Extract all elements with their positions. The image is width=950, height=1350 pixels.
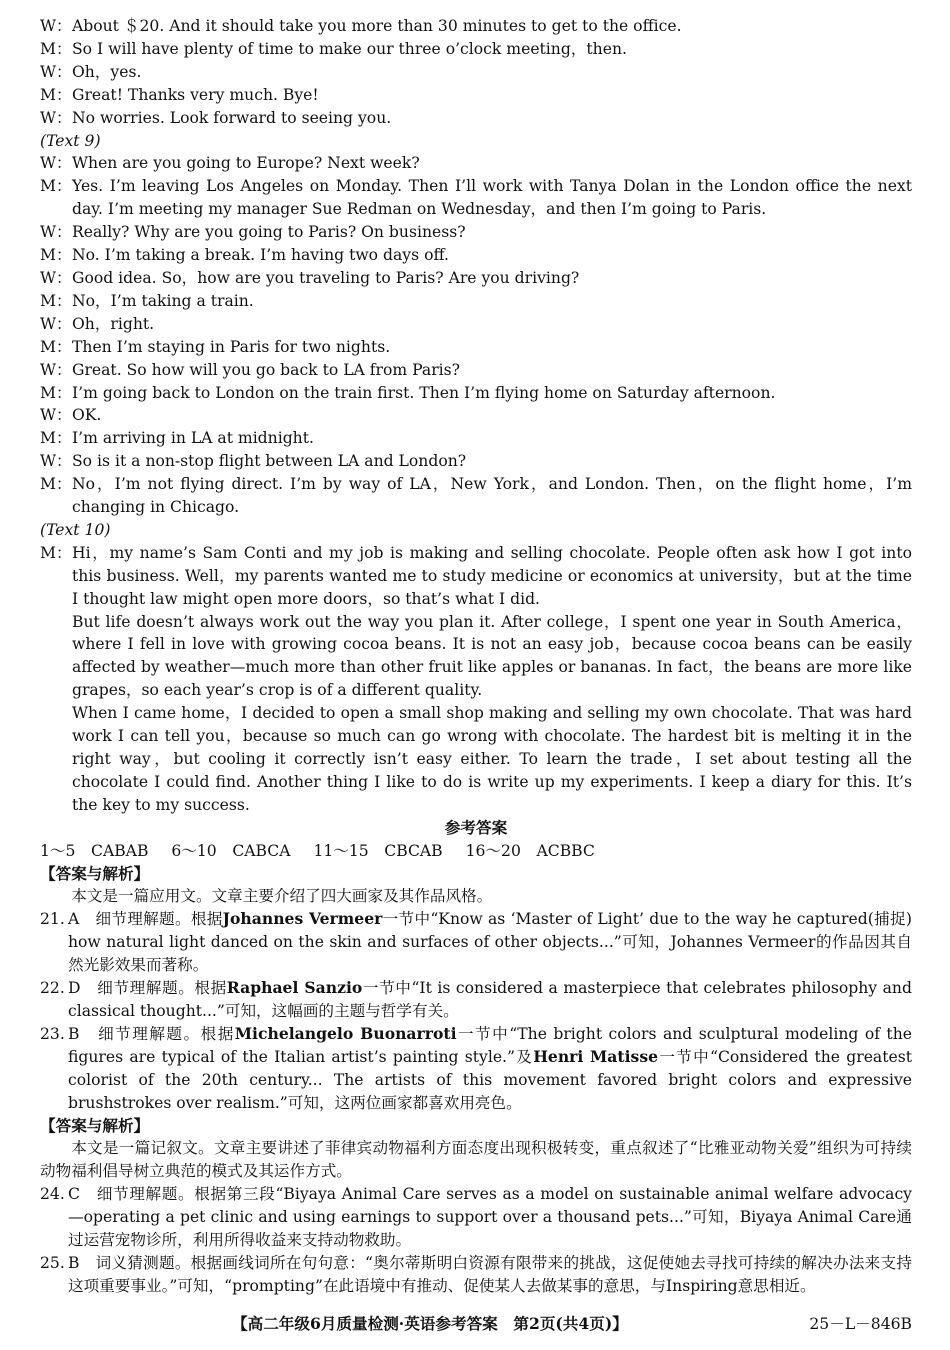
- painter-name: Henri Matisse: [533, 1046, 659, 1066]
- question-number: 21.: [40, 910, 65, 929]
- speaker-label: M：: [40, 383, 72, 402]
- answer-letter: B: [68, 1024, 80, 1043]
- text9-heading: (Text 9): [40, 131, 101, 150]
- speaker-label: W：: [40, 62, 72, 81]
- speaker-label: M：: [40, 429, 72, 448]
- explanation-body: 一节中“The bright colors and sculptural modeling of the figures are typical of the Italian artist’s painting style.”及: [68, 1024, 912, 1066]
- dialogue-line: [40, 427, 912, 450]
- dialogue-line: [40, 175, 912, 221]
- speaker-label: W：: [40, 452, 72, 471]
- dialogue-line: [40, 290, 912, 313]
- speaker-label: W：: [40, 17, 72, 35]
- paragraph-text: Hi，my name’s Sam Conti and my job is making and selling chocolate. People often ask how I got into this business. Well，my parents wanted me to study medicine or economics at university，but at the time I thought law might open more doors，so that’s what I did.: [72, 543, 912, 608]
- speaker-label: M：: [40, 291, 72, 310]
- explanation-text: [68, 1183, 912, 1252]
- dialogue-text: Then I’m staying in Paris for two nights.: [72, 337, 391, 356]
- dialogue-line: [40, 152, 912, 175]
- speaker-label: M：: [40, 177, 72, 196]
- answer-letter: C: [68, 1185, 80, 1204]
- answer-group: 16～20 ACBBC: [465, 841, 595, 860]
- dialogue-line: [40, 313, 912, 336]
- answer-group: 1～5 CABAB: [40, 841, 149, 860]
- question-explanation: [40, 1023, 912, 1115]
- explanation-prefix: 细节理解题。根据: [97, 979, 227, 998]
- footer-code: 25－L－846B: [809, 1315, 912, 1333]
- text8-tail: [40, 15, 912, 130]
- dialogue-text: OK.: [72, 406, 102, 425]
- dialogue-text: When are you going to Europe? Next week?: [72, 154, 420, 173]
- dialogue-line: [40, 84, 912, 107]
- speaker-label: W：: [40, 268, 72, 287]
- answer-letter: D: [68, 979, 81, 998]
- section-intro: 本文是一篇应用文。文章主要介绍了四大画家及其作品风格。: [71, 887, 493, 906]
- dialogue-line: [40, 107, 912, 130]
- answer-letter: B: [68, 1253, 80, 1272]
- dialogue-text: I’m arriving in LA at midnight.: [72, 429, 314, 448]
- speaker-label: W：: [40, 154, 72, 173]
- explanation-text: [68, 908, 912, 977]
- page-footer: [0, 1312, 950, 1338]
- explanation-body: 一节中“Considered the greatest colorist of the 20th century... The artists of this movement favored bright colors and expressive brushstrokes over realism.”可知，这两位画家都喜欢用亮色。: [68, 1047, 912, 1112]
- dialogue-text: Oh，yes.: [72, 62, 142, 81]
- section-heading: 【答案与解析】: [40, 1115, 150, 1135]
- dialogue-line: [40, 221, 912, 244]
- answers-title: 参考答案: [444, 817, 508, 837]
- explanation-body: 一节中“It is considered a masterpiece that celebrates philosophy and classical thought...”可知，这幅画的主题与哲学有关。: [68, 979, 912, 1020]
- explanation-text: [68, 1252, 912, 1298]
- question-number: 24.: [40, 1185, 65, 1204]
- dialogue-text: No. I’m taking a break. I’m having two days off.: [72, 246, 449, 265]
- speaker-label: W：: [40, 360, 72, 379]
- question-explanation: [40, 908, 912, 977]
- explanation-body: 细节理解题。根据第三段“Biyaya Animal Care serves as a model on sustainable animal welfare advocacy—operating a pet clinic and using earnings to support over a thousand pets...”可知，Biyaya Animal Care通过运营宠物诊所，利用所得收益来支持动物救助。: [68, 1185, 912, 1250]
- text10-heading: (Text 10): [40, 520, 111, 539]
- painter-name: Johannes Vermeer: [222, 909, 383, 929]
- question-explanation: [40, 977, 912, 1023]
- dialogue-text: No，I’m not flying direct. I’m by way of LA，New York，and London. Then，on the flight home，I’m changing in Chicago.: [72, 475, 912, 517]
- explanation-body: 词义猜测题。根据画线词所在句句意：“奥尔蒂斯明白资源有限带来的挑战，这促使她去寻找可持续的解决办法来支持这项重要事业。”可知，“prompting”在此语境中有推动、促使某人去做某事的意思，与Inspiring意思相近。: [68, 1253, 912, 1295]
- speaker-label: M：: [40, 475, 72, 494]
- speaker-label: M：: [40, 85, 72, 104]
- painter-name: Michelangelo Buonarroti: [234, 1023, 457, 1043]
- answer-group: 6～10 CABCA: [171, 841, 291, 860]
- dialogue-line: [40, 336, 912, 359]
- analysis-section-2: [40, 1115, 912, 1298]
- answer-letter: A: [68, 910, 80, 929]
- dialogue-text: About ＄20. And it should take you more than 30 minutes to get to the office.: [72, 17, 682, 35]
- dialogue-line: [40, 359, 912, 382]
- speaker-label: M：: [40, 543, 72, 562]
- answers-row: [40, 840, 912, 863]
- analysis-section-1: [40, 863, 912, 1115]
- dialogue-line: [40, 15, 912, 38]
- dialogue-line: [40, 382, 912, 405]
- dialogue-text: Oh，right.: [72, 314, 155, 333]
- dialogue-text: No，I’m taking a train.: [72, 291, 254, 310]
- speaker-label: M：: [40, 337, 72, 356]
- dialogue-line: [40, 450, 912, 473]
- dialogue-line: [40, 267, 912, 290]
- dialogue-text: So I will have plenty of time to make our three o’clock meeting，then.: [72, 39, 627, 58]
- question-explanation: [40, 1183, 912, 1252]
- dialogue-line: [40, 473, 912, 519]
- dialogue-line: [40, 61, 912, 84]
- footer-title: 【高二年级6月质量检测·英语参考答案 第2页(共4页)】: [232, 1314, 628, 1333]
- question-explanation: [40, 1252, 912, 1298]
- dialogue-text: Good idea. So，how are you traveling to Paris? Are you driving?: [72, 268, 580, 287]
- dialogue-text: I’m going back to London on the train first. Then I’m flying home on Saturday afternoon.: [72, 383, 776, 402]
- explanation-prefix: 细节理解题。根据: [98, 1024, 235, 1043]
- text9-section: [40, 130, 912, 519]
- question-number: 25.: [40, 1253, 65, 1272]
- dialogue-line: [40, 404, 912, 427]
- explanation-text: [68, 1023, 912, 1115]
- explanation-text: [68, 977, 912, 1023]
- dialogue-text: Great. So how will you go back to LA from Paris?: [72, 360, 461, 379]
- speaker-label: W：: [40, 314, 72, 333]
- speaker-label: M：: [40, 246, 72, 265]
- speaker-label: W：: [40, 223, 72, 242]
- explanation-body: 一节中“Know as ‘Master of Light’ due to the way he captured(捕捉) how natural light danced on the skin and surfaces of other objects...”可知，Johannes Vermeer的作品因其自然光影效果而著称。: [68, 910, 912, 975]
- dialogue-text: Yes. I’m leaving Los Angeles on Monday. Then I’ll work with Tanya Dolan in the London office the next day. I’m meeting my manager Sue Redman on Wednesday，and then I’m going to Paris.: [72, 177, 912, 219]
- speaker-label: W：: [40, 108, 72, 127]
- monologue-paragraph: But life doesn’t always work out the way you plan it. After college，I spent one year in South America，where I fell in love with growing cocoa beans. It is not an easy job，because cocoa beans can be easily affected by weather—much more than other fruit like apples or bananas. In fact，the beans are more like grapes，so each year’s crop is of a different quality.: [72, 612, 912, 700]
- text10-section: [40, 519, 912, 817]
- dialogue-text: No worries. Look forward to seeing you.: [72, 108, 392, 127]
- speaker-label: W：: [40, 406, 72, 425]
- dialogue-text: Really? Why are you going to Paris? On business?: [72, 223, 466, 242]
- section-intro: 本文是一篇记叙文。文章主要讲述了菲律宾动物福利方面态度出现积极转变，重点叙述了“比雅亚动物关爱”组织为可持续动物福利倡导树立典范的模式及其运作方式。: [40, 1139, 912, 1181]
- question-number: 23.: [40, 1024, 65, 1043]
- painter-name: Raphael Sanzio: [226, 978, 363, 998]
- section-heading: 【答案与解析】: [40, 863, 150, 883]
- explanation-prefix: 细节理解题。根据: [95, 910, 223, 929]
- dialogue-text: So is it a non-stop flight between LA and London?: [72, 452, 467, 471]
- answer-group: 11～15 CBCAB: [313, 841, 443, 860]
- dialogue-text: Great! Thanks very much. Bye!: [72, 85, 319, 104]
- dialogue-line: [40, 38, 912, 61]
- monologue-paragraph: When I came home，I decided to open a small shop making and selling my own chocolate. That was hard work I can tell you，because so much can go wrong with chocolate. The hardest bit is melting it in the right way，but cooling it correctly isn’t easy either. To learn the trade，I set about testing all the chocolate I could find. Another thing I like to do is write up my experiments. I keep a diary for this. It’s the key to my success.: [72, 704, 912, 814]
- monologue-first-paragraph: [40, 542, 912, 611]
- speaker-label: M：: [40, 39, 72, 58]
- question-number: 22.: [40, 979, 65, 998]
- dialogue-line: [40, 244, 912, 267]
